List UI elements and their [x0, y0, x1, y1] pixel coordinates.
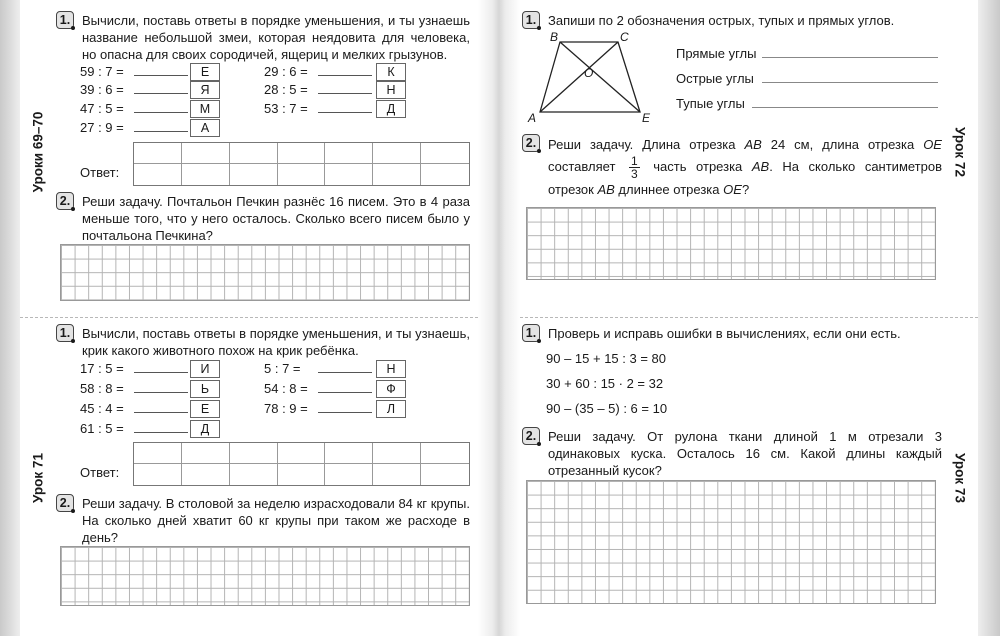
task-2-lesson-71: [56, 495, 470, 546]
trapezoid-figure: [526, 30, 666, 125]
letter-box: М: [190, 100, 220, 118]
answer-blank[interactable]: [318, 401, 372, 413]
segment-oe: OE: [923, 137, 942, 152]
solution-grid[interactable]: [60, 546, 470, 606]
task-number: 2.: [522, 427, 540, 445]
answer-blank[interactable]: [134, 120, 188, 132]
expression-row: [80, 100, 211, 118]
calculation-line: 90 – 15 + 15 : 3 = 80: [546, 351, 666, 366]
task-text: Реши задачу. Длина отрезка: [548, 137, 736, 152]
book-spine: [478, 0, 520, 636]
expression: 53 : 7 =: [264, 101, 308, 116]
expression: 39 : 6 =: [80, 82, 124, 97]
expression-row: [264, 380, 396, 398]
expression-row: [264, 360, 396, 378]
expression: 47 : 5 =: [80, 101, 124, 116]
cut-line-right: [520, 317, 978, 318]
calculation-line: 90 – (35 – 5) : 6 = 10: [546, 401, 668, 416]
segment-ab: AB: [744, 137, 762, 152]
task-2-lessons-69-70: [56, 193, 470, 244]
expression: 59 : 7 =: [80, 64, 124, 79]
expression-row: [80, 63, 210, 81]
expression: 78 : 9 =: [264, 401, 308, 416]
task-text: Вычисли, поставь ответы в порядке уменьшения, и ты узнаешь название небольшой змеи, которая неядовита для человека, но опасна для своих сородичей, ящериц и мелких грызунов.: [82, 13, 470, 62]
answer-blank[interactable]: [318, 82, 372, 94]
cut-line-left: [20, 317, 478, 318]
letter-box: Н: [376, 360, 406, 378]
right-angles-answer-line[interactable]: [762, 57, 938, 58]
answer-blank[interactable]: [134, 101, 188, 113]
point-label-b: B: [550, 30, 559, 44]
expression: 61 : 5 =: [80, 421, 124, 436]
letter-box: И: [190, 360, 220, 378]
point-label-a: A: [528, 111, 537, 125]
letter-box: Ь: [190, 380, 220, 398]
expression: 28 : 5 =: [264, 82, 308, 97]
acute-angles-label: Острые углы: [676, 71, 754, 86]
solution-grid[interactable]: [60, 244, 470, 301]
expression: 17 : 5 =: [80, 361, 124, 376]
side-label-lessons-69-70: Уроки 69–70: [30, 111, 46, 193]
answer-letter-grid[interactable]: [133, 142, 470, 186]
task-1-lesson-71: [56, 325, 470, 359]
answer-blank[interactable]: [318, 101, 372, 113]
task-text: Реши задачу. От рулона ткани длиной 1 м отрезали 3 одинаковых куска. Осталось 16 см. Какой длины каждый отрезанный кусок?: [548, 429, 942, 478]
letter-box: Я: [190, 81, 220, 99]
answer-blank[interactable]: [134, 361, 188, 373]
answer-blank[interactable]: [134, 381, 188, 393]
task-number: 2.: [56, 192, 74, 210]
task-number: 1.: [522, 324, 540, 342]
expression-row: [80, 380, 210, 398]
diagonal-ac: [540, 42, 618, 112]
answer-label: Ответ:: [80, 465, 120, 480]
expression-row: [264, 100, 396, 118]
right-page-edge: [978, 0, 1000, 636]
answer-blank[interactable]: [134, 64, 188, 76]
answer-blank[interactable]: [318, 381, 372, 393]
letter-box: Е: [190, 400, 220, 418]
task-1-lessons-69-70: [56, 12, 470, 63]
task-text: часть отрезка: [653, 158, 743, 174]
letter-box: Д: [376, 100, 406, 118]
task-text: Вычисли, поставь ответы в порядке уменьшения, и ты узнаешь, крик какого животного похож на крик ребёнка.: [82, 326, 470, 358]
point-label-c: C: [620, 30, 629, 44]
answer-label: Ответ:: [80, 165, 120, 180]
diagonal-be: [560, 42, 640, 112]
calculation-line: 30 + 60 : 15 · 2 = 32: [546, 376, 664, 391]
task-text: длиннее отрезка: [618, 182, 720, 197]
side-label-lesson-71: Урок 71: [30, 453, 46, 503]
expression-row: [80, 420, 210, 438]
obtuse-angles-answer-line[interactable]: [752, 107, 938, 108]
letter-box: Е: [190, 63, 220, 81]
expression: 27 : 9 =: [80, 120, 124, 135]
task-text: . На сколько сантиметров отрезок: [548, 158, 943, 197]
expression-row: [80, 360, 210, 378]
letter-box: Д: [190, 420, 220, 438]
fraction-denominator: 3: [630, 167, 638, 181]
answer-blank[interactable]: [134, 401, 188, 413]
expression-row: [80, 400, 210, 418]
letter-box: К: [376, 63, 406, 81]
expression-row: [264, 400, 396, 418]
expression-row: [264, 63, 395, 81]
solution-grid[interactable]: [526, 480, 936, 604]
expression-row: [80, 81, 210, 99]
side-label-lesson-73: Урок 73: [952, 453, 968, 503]
segment-ab: AB: [751, 158, 770, 174]
expression: 58 : 8 =: [80, 381, 124, 396]
segment-oe: OE: [723, 182, 742, 197]
point-label-o: O: [584, 66, 594, 80]
point-label-e: E: [642, 111, 651, 125]
expression-row: [80, 119, 210, 137]
task-2-lesson-73: [522, 428, 942, 479]
task-text: 24 см, длина отрезка: [770, 137, 915, 152]
task-2-lesson-72: [522, 135, 942, 200]
obtuse-angles-label: Тупые углы: [676, 96, 745, 111]
letter-box: Н: [376, 81, 406, 99]
acute-angles-answer-line[interactable]: [762, 82, 938, 83]
letter-box: А: [190, 119, 220, 137]
solution-grid[interactable]: [526, 207, 936, 280]
task-text: ?: [741, 182, 750, 197]
task-1-lesson-72: [522, 12, 942, 29]
fraction-one-third: [629, 155, 640, 180]
task-number: 1.: [56, 324, 74, 342]
task-text: Запиши по 2 обозначения острых, тупых и прямых углов.: [548, 13, 895, 28]
answer-blank[interactable]: [134, 82, 188, 94]
expression-row: [264, 81, 396, 99]
expression: 29 : 6 =: [264, 64, 308, 79]
segment-ab: AB: [597, 182, 615, 197]
answer-letter-grid[interactable]: [133, 442, 470, 486]
left-page-edge: [0, 0, 20, 636]
task-number: 1.: [522, 11, 540, 29]
answer-blank[interactable]: [134, 421, 188, 433]
letter-box: Ф: [376, 380, 406, 398]
side-label-lesson-72: Урок 72: [952, 127, 968, 177]
task-number: 2.: [522, 134, 540, 152]
task-text: Проверь и исправь ошибки в вычислениях, если они есть.: [548, 326, 901, 341]
letter-box: Л: [376, 400, 406, 418]
task-text: Реши задачу. Почтальон Печкин разнёс 16 писем. Это в 4 раза меньше того, что у него осталось. Сколько всего писем было у почтальона Печкина?: [82, 194, 470, 243]
task-number: 1.: [56, 11, 74, 29]
expression: 45 : 4 =: [80, 401, 124, 416]
fraction-numerator: 1: [630, 154, 638, 168]
task-text: составляет: [548, 158, 616, 174]
answer-blank[interactable]: [318, 361, 372, 373]
task-1-lesson-73: [522, 325, 942, 342]
right-angles-label: Прямые углы: [676, 46, 757, 61]
task-number: 2.: [56, 494, 74, 512]
answer-blank[interactable]: [318, 64, 372, 76]
expression: 54 : 8 =: [264, 381, 308, 396]
task-text: Реши задачу. В столовой за неделю израсходовали 84 кг крупы. На сколько дней хватит 60 кг крупы при таком же расходе в день?: [82, 496, 470, 545]
expression: 5 : 7 =: [264, 361, 301, 376]
